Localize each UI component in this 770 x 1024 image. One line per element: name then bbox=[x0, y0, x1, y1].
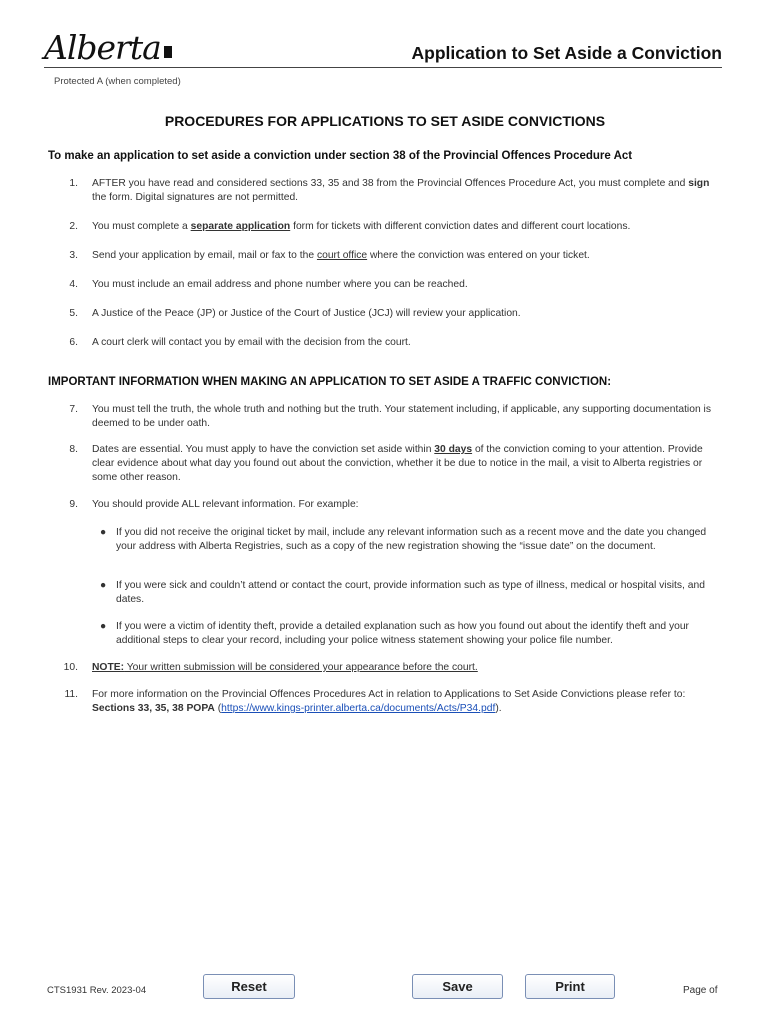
item-text: You should provide ALL relevant information. For example: bbox=[92, 499, 359, 510]
item-number: 11. bbox=[64, 689, 78, 700]
item-number: 9. bbox=[69, 499, 78, 510]
bullet-text: If you did not receive the original ticket by mail, include any relevant information such as a recent move and the date you changed your address with Alberta Registries, such as a copy of the new registration showing the “issue date” on the document. bbox=[116, 527, 707, 552]
item-number: 4. bbox=[69, 279, 78, 290]
item-text: You must complete a separate application form for tickets with different conviction dates and different court locations. bbox=[92, 221, 631, 232]
item-number: 7. bbox=[69, 404, 78, 415]
item-number: 5. bbox=[69, 308, 78, 319]
logo-flag-mark bbox=[164, 46, 172, 58]
item-text: For more information on the Provincial Offences Procedures Act in relation to Applications to Set Aside Convictions please refer to: Sections 33, 35, 38 POPA (https://www.kings-printer.alberta.ca/documents/Acts/P34.pdf). bbox=[92, 689, 686, 714]
reset-button[interactable]: Reset bbox=[203, 974, 295, 999]
item-text: You must tell the truth, the whole truth and nothing but the truth. Your statement including, if applicable, any supporting documentation is deemed to be under oath. bbox=[92, 404, 711, 429]
item-number: 1. bbox=[69, 178, 78, 189]
alberta-logo bbox=[44, 20, 172, 67]
page-number: Page of bbox=[683, 985, 718, 996]
save-button[interactable]: Save bbox=[412, 974, 503, 999]
page-title: PROCEDURES FOR APPLICATIONS TO SET ASIDE CONVICTIONS bbox=[164, 113, 606, 129]
protected-label: Protected A (when completed) bbox=[54, 76, 181, 87]
item-number: 8. bbox=[69, 444, 78, 455]
item-text: A Justice of the Peace (JP) or Justice of the Court of Justice (JCJ) will review your application. bbox=[92, 308, 521, 319]
print-button[interactable]: Print bbox=[525, 974, 615, 999]
bullet-dot-icon: ● bbox=[100, 527, 107, 538]
item-text: NOTE: Your written submission will be considered your appearance before the court. bbox=[92, 662, 478, 673]
item-number: 6. bbox=[69, 337, 78, 348]
popa-link[interactable]: https://www.kings-printer.alberta.ca/documents/Acts/P34.pdf bbox=[221, 703, 496, 714]
bullet-dot-icon: ● bbox=[100, 580, 107, 591]
form-code: CTS1931 Rev. 2023-04 bbox=[47, 985, 147, 996]
form-title: Application to Set Aside a Conviction bbox=[411, 43, 722, 63]
bullet-text: If you were a victim of identity theft, provide a detailed explanation such as how you found out about the identify theft and your additional steps to clear your record, including your police witness statement showing your police file number. bbox=[116, 621, 689, 646]
item-number: 10. bbox=[63, 662, 78, 673]
header-divider bbox=[44, 67, 722, 68]
section-heading-procedure: To make an application to set aside a conviction under section 38 of the Provincial Offences Procedure Act bbox=[48, 150, 633, 162]
item-number: 2. bbox=[69, 221, 78, 232]
bullet-text: If you were sick and couldn’t attend or contact the court, provide information such as type of illness, medical or hospital visits, and dates. bbox=[116, 580, 705, 605]
item-text: AFTER you have read and considered sections 33, 35 and 38 from the Provincial Offences Procedure Act, you must complete and sign the form. Digital signatures are not permitted. bbox=[92, 178, 710, 203]
item-number: 3. bbox=[69, 250, 78, 261]
section-heading-important-info: IMPORTANT INFORMATION WHEN MAKING AN APPLICATION TO SET ASIDE A TRAFFIC CONVICTION: bbox=[48, 376, 612, 388]
item-text: Dates are essential. You must apply to have the conviction set aside within 30 days of the conviction coming to your attention. Provide clear evidence about what day you found out about the conviction, whether it be due to notice in the mail, a visit to Alberta registries or some other reason. bbox=[92, 444, 703, 483]
logo-wordmark: Alberta bbox=[44, 28, 161, 67]
item-text: A court clerk will contact you by email with the decision from the court. bbox=[92, 337, 411, 348]
item-text: Send your application by email, mail or fax to the court office where the conviction was entered on your ticket. bbox=[92, 250, 590, 261]
bullet-dot-icon: ● bbox=[100, 621, 107, 632]
item-text: You must include an email address and phone number where you can be reached. bbox=[92, 279, 468, 290]
